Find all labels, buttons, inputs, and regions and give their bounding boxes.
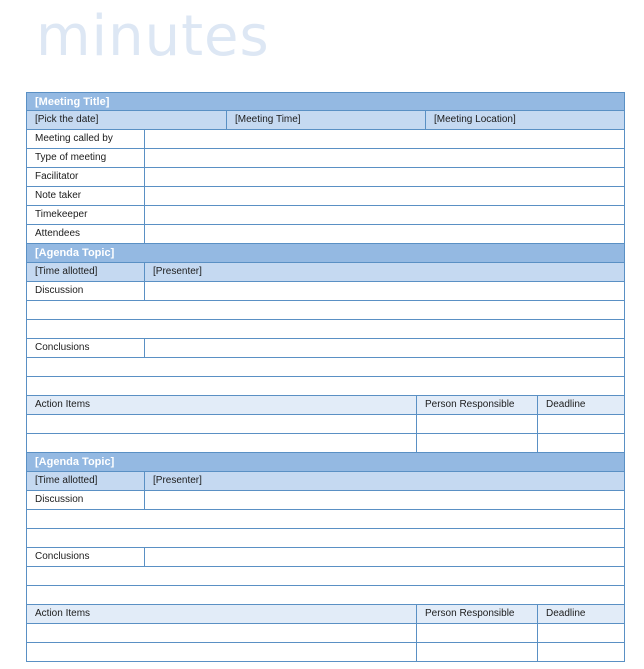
meeting-location-field[interactable]: [Meeting Location] [425,111,624,129]
discussion-notes-row[interactable] [27,320,624,339]
deadline-header: Deadline [537,605,624,623]
action-item-cell[interactable] [27,624,416,642]
meeting-detail-row [27,187,624,206]
person-responsible-cell[interactable] [416,624,537,642]
conclusions-notes-line[interactable] [27,377,624,395]
meeting-called-by-input[interactable] [144,130,624,148]
discussion-label: Discussion [35,285,84,296]
meeting-called-by-label: Meeting called by [35,133,113,144]
attendees-label: Attendees [35,228,81,239]
discussion-notes-row[interactable] [27,529,624,548]
document-title: minutes [36,4,270,69]
conclusions-notes-row[interactable] [27,377,624,396]
minutes-form [26,92,625,662]
time-allotted-field[interactable]: [Time allotted] [35,475,98,486]
conclusions-notes-line[interactable] [27,358,624,376]
conclusions-notes-row[interactable] [27,586,624,605]
action-items-header: Action Items [35,608,91,619]
person-responsible-header: Person Responsible [416,396,537,414]
meeting-title-row [27,92,624,111]
timekeeper-label: Timekeeper [35,209,88,220]
note-taker-input[interactable] [144,187,624,205]
meeting-detail-row [27,225,624,244]
conclusions-notes-row[interactable] [27,567,624,586]
agenda-meta-row [27,472,624,491]
conclusions-notes-row[interactable] [27,358,624,377]
person-responsible-header: Person Responsible [416,605,537,623]
timekeeper-input[interactable] [144,206,624,224]
action-item-cell[interactable] [27,434,416,452]
conclusions-notes-line[interactable] [27,586,624,604]
deadline-cell[interactable] [537,434,624,452]
action-item-cell[interactable] [27,643,416,661]
discussion-label: Discussion [35,494,84,505]
discussion-notes-line[interactable] [27,510,624,528]
agenda-topic-row [27,453,624,472]
deadline-header: Deadline [537,396,624,414]
meeting-detail-row [27,149,624,168]
conclusions-notes-line[interactable] [27,567,624,585]
person-responsible-cell[interactable] [416,415,537,433]
conclusions-input[interactable] [144,339,624,357]
meeting-detail-row [27,206,624,225]
discussion-notes-line[interactable] [27,529,624,547]
note-taker-label: Note taker [35,190,82,201]
action-item-row [27,434,624,453]
type-of-meeting-input[interactable] [144,149,624,167]
conclusions-label: Conclusions [35,342,90,353]
discussion-input[interactable] [144,282,624,300]
agenda-topic-title[interactable]: [Agenda Topic] [35,456,115,468]
agenda-topic-row [27,244,624,263]
agenda-meta-row [27,263,624,282]
discussion-notes-row[interactable] [27,510,624,529]
meeting-detail-row [27,130,624,149]
presenter-field[interactable]: [Presenter] [144,472,624,490]
action-items-header-row [27,605,624,624]
attendees-input[interactable] [144,225,624,243]
discussion-row [27,491,624,510]
meeting-detail-row [27,168,624,187]
discussion-notes-row[interactable] [27,301,624,320]
facilitator-input[interactable] [144,168,624,186]
time-allotted-field[interactable]: [Time allotted] [35,266,98,277]
discussion-notes-line[interactable] [27,301,624,319]
conclusions-row [27,339,624,358]
action-item-row [27,624,624,643]
conclusions-input[interactable] [144,548,624,566]
conclusions-label: Conclusions [35,551,90,562]
conclusions-row [27,548,624,567]
facilitator-label: Facilitator [35,171,79,182]
action-item-cell[interactable] [27,415,416,433]
person-responsible-cell[interactable] [416,434,537,452]
meeting-time-field[interactable]: [Meeting Time] [226,111,425,129]
meeting-date-field[interactable]: [Pick the date] [35,114,99,125]
discussion-input[interactable] [144,491,624,509]
type-of-meeting-label: Type of meeting [35,152,107,163]
action-item-row [27,415,624,434]
discussion-row [27,282,624,301]
deadline-cell[interactable] [537,624,624,642]
person-responsible-cell[interactable] [416,643,537,661]
meeting-title[interactable]: [Meeting Title] [35,96,110,108]
deadline-cell[interactable] [537,415,624,433]
action-items-header-row [27,396,624,415]
deadline-cell[interactable] [537,643,624,661]
action-item-row [27,643,624,662]
action-items-header: Action Items [35,399,91,410]
agenda-topic-title[interactable]: [Agenda Topic] [35,247,115,259]
discussion-notes-line[interactable] [27,320,624,338]
presenter-field[interactable]: [Presenter] [144,263,624,281]
meeting-info-row [27,111,624,130]
